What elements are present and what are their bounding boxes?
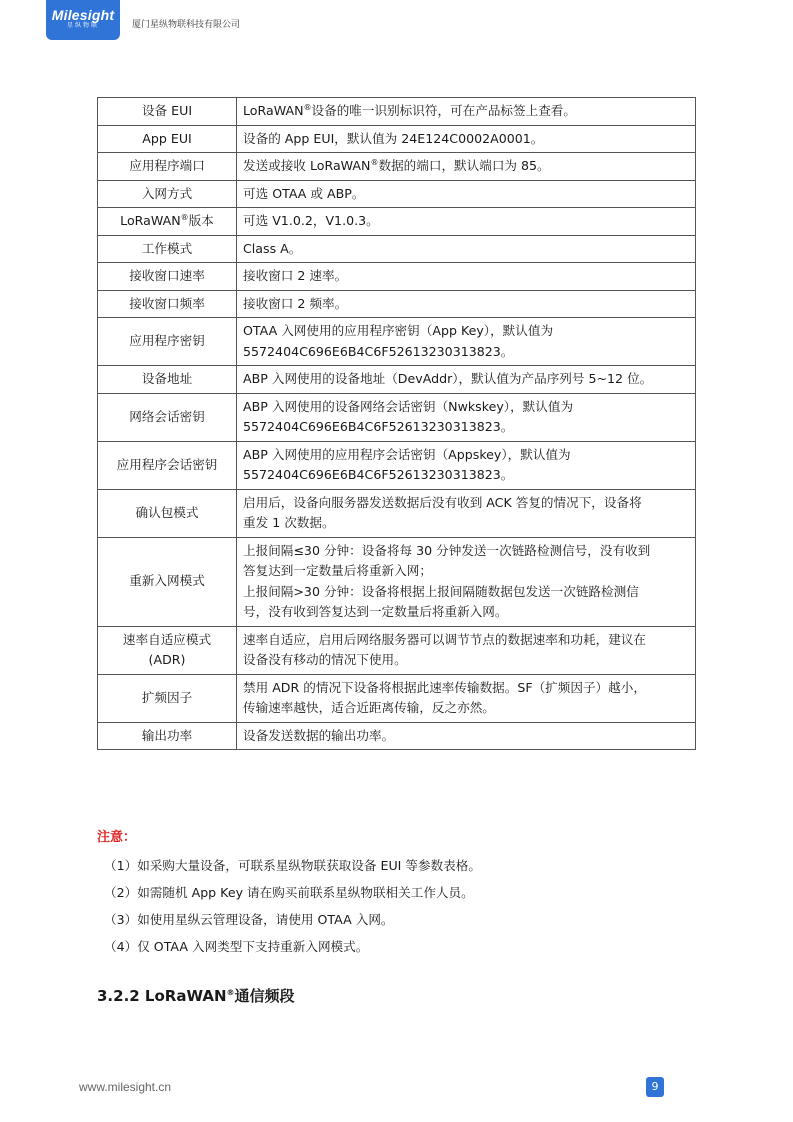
description-line: 5572404C696E6B4C6F52613230313823。 xyxy=(243,343,514,359)
description-line: 传输速率越快，适合近距离传输，反之亦然。 xyxy=(243,700,495,715)
logo-text: Milesight xyxy=(51,7,115,23)
notes-title: 注意： xyxy=(97,830,137,845)
description-line: 设备发送数据的输出功率。 xyxy=(243,727,395,743)
param-description xyxy=(237,125,696,153)
param-description xyxy=(237,674,696,722)
table-row xyxy=(98,393,696,441)
param-description xyxy=(237,318,696,366)
param-name: 网络会话密钥 xyxy=(98,393,237,441)
table-row xyxy=(98,98,696,126)
note-item: （4）仅 OTAA 入网类型下支持重新入网模式。 xyxy=(104,939,369,954)
param-description xyxy=(237,208,696,236)
description-line: 可选 OTAA 或 ABP。 xyxy=(243,185,365,201)
description-line: 5572404C696E6B4C6F52613230313823。 xyxy=(243,467,514,482)
param-name: 应用程序会话密钥 xyxy=(98,441,237,489)
description-line: 禁用 ADR 的情况下设备将根据此速率传输数据。SF（扩频因子）越小， xyxy=(243,679,646,695)
param-description xyxy=(237,722,696,750)
table-row xyxy=(98,318,696,366)
param-name: 扩频因子 xyxy=(98,674,237,722)
param-name: 接收窗口速率 xyxy=(98,263,237,291)
param-name: 应用程序密钥 xyxy=(98,318,237,366)
footer-url: www.milesight.cn xyxy=(79,1080,172,1094)
param-description xyxy=(237,235,696,263)
milesight-logo xyxy=(46,0,120,40)
param-description xyxy=(237,263,696,291)
param-name: 速率自适应模式 (ADR) xyxy=(98,626,237,674)
param-name: LoRaWAN®版本 xyxy=(98,208,237,236)
section-heading: 3.2.2 LoRaWAN®通信频段 xyxy=(97,987,295,1005)
param-description xyxy=(237,290,696,318)
description-line: 可选 V1.0.2，V1.0.3。 xyxy=(243,213,379,228)
param-name: 重新入网模式 xyxy=(98,537,237,626)
description-line: 上报间隔≤30 分钟：设备将每 30 分钟发送一次链路检测信号，没有收到 xyxy=(243,542,651,558)
description-line: 重发 1 次数据。 xyxy=(243,515,335,530)
table-row xyxy=(98,441,696,489)
param-name: 工作模式 xyxy=(98,235,237,263)
description-line: ABP 入网使用的应用程序会话密钥（Appskey），默认值为 xyxy=(243,446,571,462)
param-description xyxy=(237,489,696,537)
description-line: ABP 入网使用的设备地址（DevAddr），默认值为产品序列号 5~12 位。 xyxy=(243,371,653,386)
param-name: App EUI xyxy=(98,125,237,153)
param-name: 设备 EUI xyxy=(98,98,237,126)
description-line: 接收窗口 2 速率。 xyxy=(243,268,348,283)
param-name: 应用程序端口 xyxy=(98,153,237,181)
param-description xyxy=(237,626,696,674)
table-row xyxy=(98,537,696,626)
description-line: 号，没有收到答复达到一定数量后将重新入网。 xyxy=(243,604,508,619)
company-name: 厦门星纵物联科技有限公司 xyxy=(132,20,241,30)
description-line: 设备的 App EUI，默认值为 24E124C0002A0001。 xyxy=(243,130,544,146)
table-row xyxy=(98,208,696,236)
param-description xyxy=(237,441,696,489)
description-line: 速率自适应，启用后网络服务器可以调节节点的数据速率和功耗，建议在 xyxy=(243,631,646,647)
description-line: Class A。 xyxy=(243,240,302,256)
description-line: 答复达到一定数量后将重新入网； xyxy=(243,563,432,578)
logo-subtext: 星纵物联 xyxy=(66,22,99,29)
param-name: 接收窗口频率 xyxy=(98,290,237,318)
description-line: OTAA 入网使用的应用程序密钥（App Key），默认值为 xyxy=(243,323,554,338)
parameter-table xyxy=(97,97,696,750)
description-line: 5572404C696E6B4C6F52613230313823。 xyxy=(243,419,514,434)
table-row xyxy=(98,153,696,181)
table-row xyxy=(98,263,696,291)
param-description xyxy=(237,180,696,208)
page-number: 9 xyxy=(646,1077,664,1097)
param-description xyxy=(237,153,696,181)
table-row xyxy=(98,674,696,722)
table-row xyxy=(98,180,696,208)
param-name: 设备地址 xyxy=(98,366,237,394)
param-description xyxy=(237,393,696,441)
description-line: 接收窗口 2 频率。 xyxy=(243,295,348,311)
param-name: 输出功率 xyxy=(98,722,237,750)
description-line: 启用后，设备向服务器发送数据后没有收到 ACK 答复的情况下，设备将 xyxy=(243,494,642,510)
description-line: ABP 入网使用的设备网络会话密钥（Nwkskey），默认值为 xyxy=(243,398,574,414)
param-description xyxy=(237,98,696,126)
description-line: LoRaWAN®设备的唯一识别标识符，可在产品标签上查看。 xyxy=(243,102,576,118)
note-item: （1）如采购大量设备，可联系星纵物联获取设备 EUI 等参数表格。 xyxy=(104,858,481,873)
notes-list xyxy=(104,852,481,960)
table-row xyxy=(98,125,696,153)
table-row xyxy=(98,366,696,394)
description-line: 上报间隔>30 分钟：设备将根据上报间隔随数据包发送一次链路检测信 xyxy=(243,583,639,599)
param-description xyxy=(237,366,696,394)
description-line: 发送或接收 LoRaWAN®数据的端口，默认端口为 85。 xyxy=(243,157,550,173)
param-description xyxy=(237,537,696,626)
param-name: 入网方式 xyxy=(98,180,237,208)
description-line: 设备没有移动的情况下使用。 xyxy=(243,652,407,667)
table-row xyxy=(98,722,696,750)
note-item: （3）如使用星纵云管理设备，请使用 OTAA 入网。 xyxy=(104,912,394,927)
table-row xyxy=(98,290,696,318)
table-row xyxy=(98,626,696,674)
table-row xyxy=(98,235,696,263)
param-name: 确认包模式 xyxy=(98,489,237,537)
note-item: （2）如需随机 App Key 请在购买前联系星纵物联相关工作人员。 xyxy=(104,885,474,900)
table-row xyxy=(98,489,696,537)
